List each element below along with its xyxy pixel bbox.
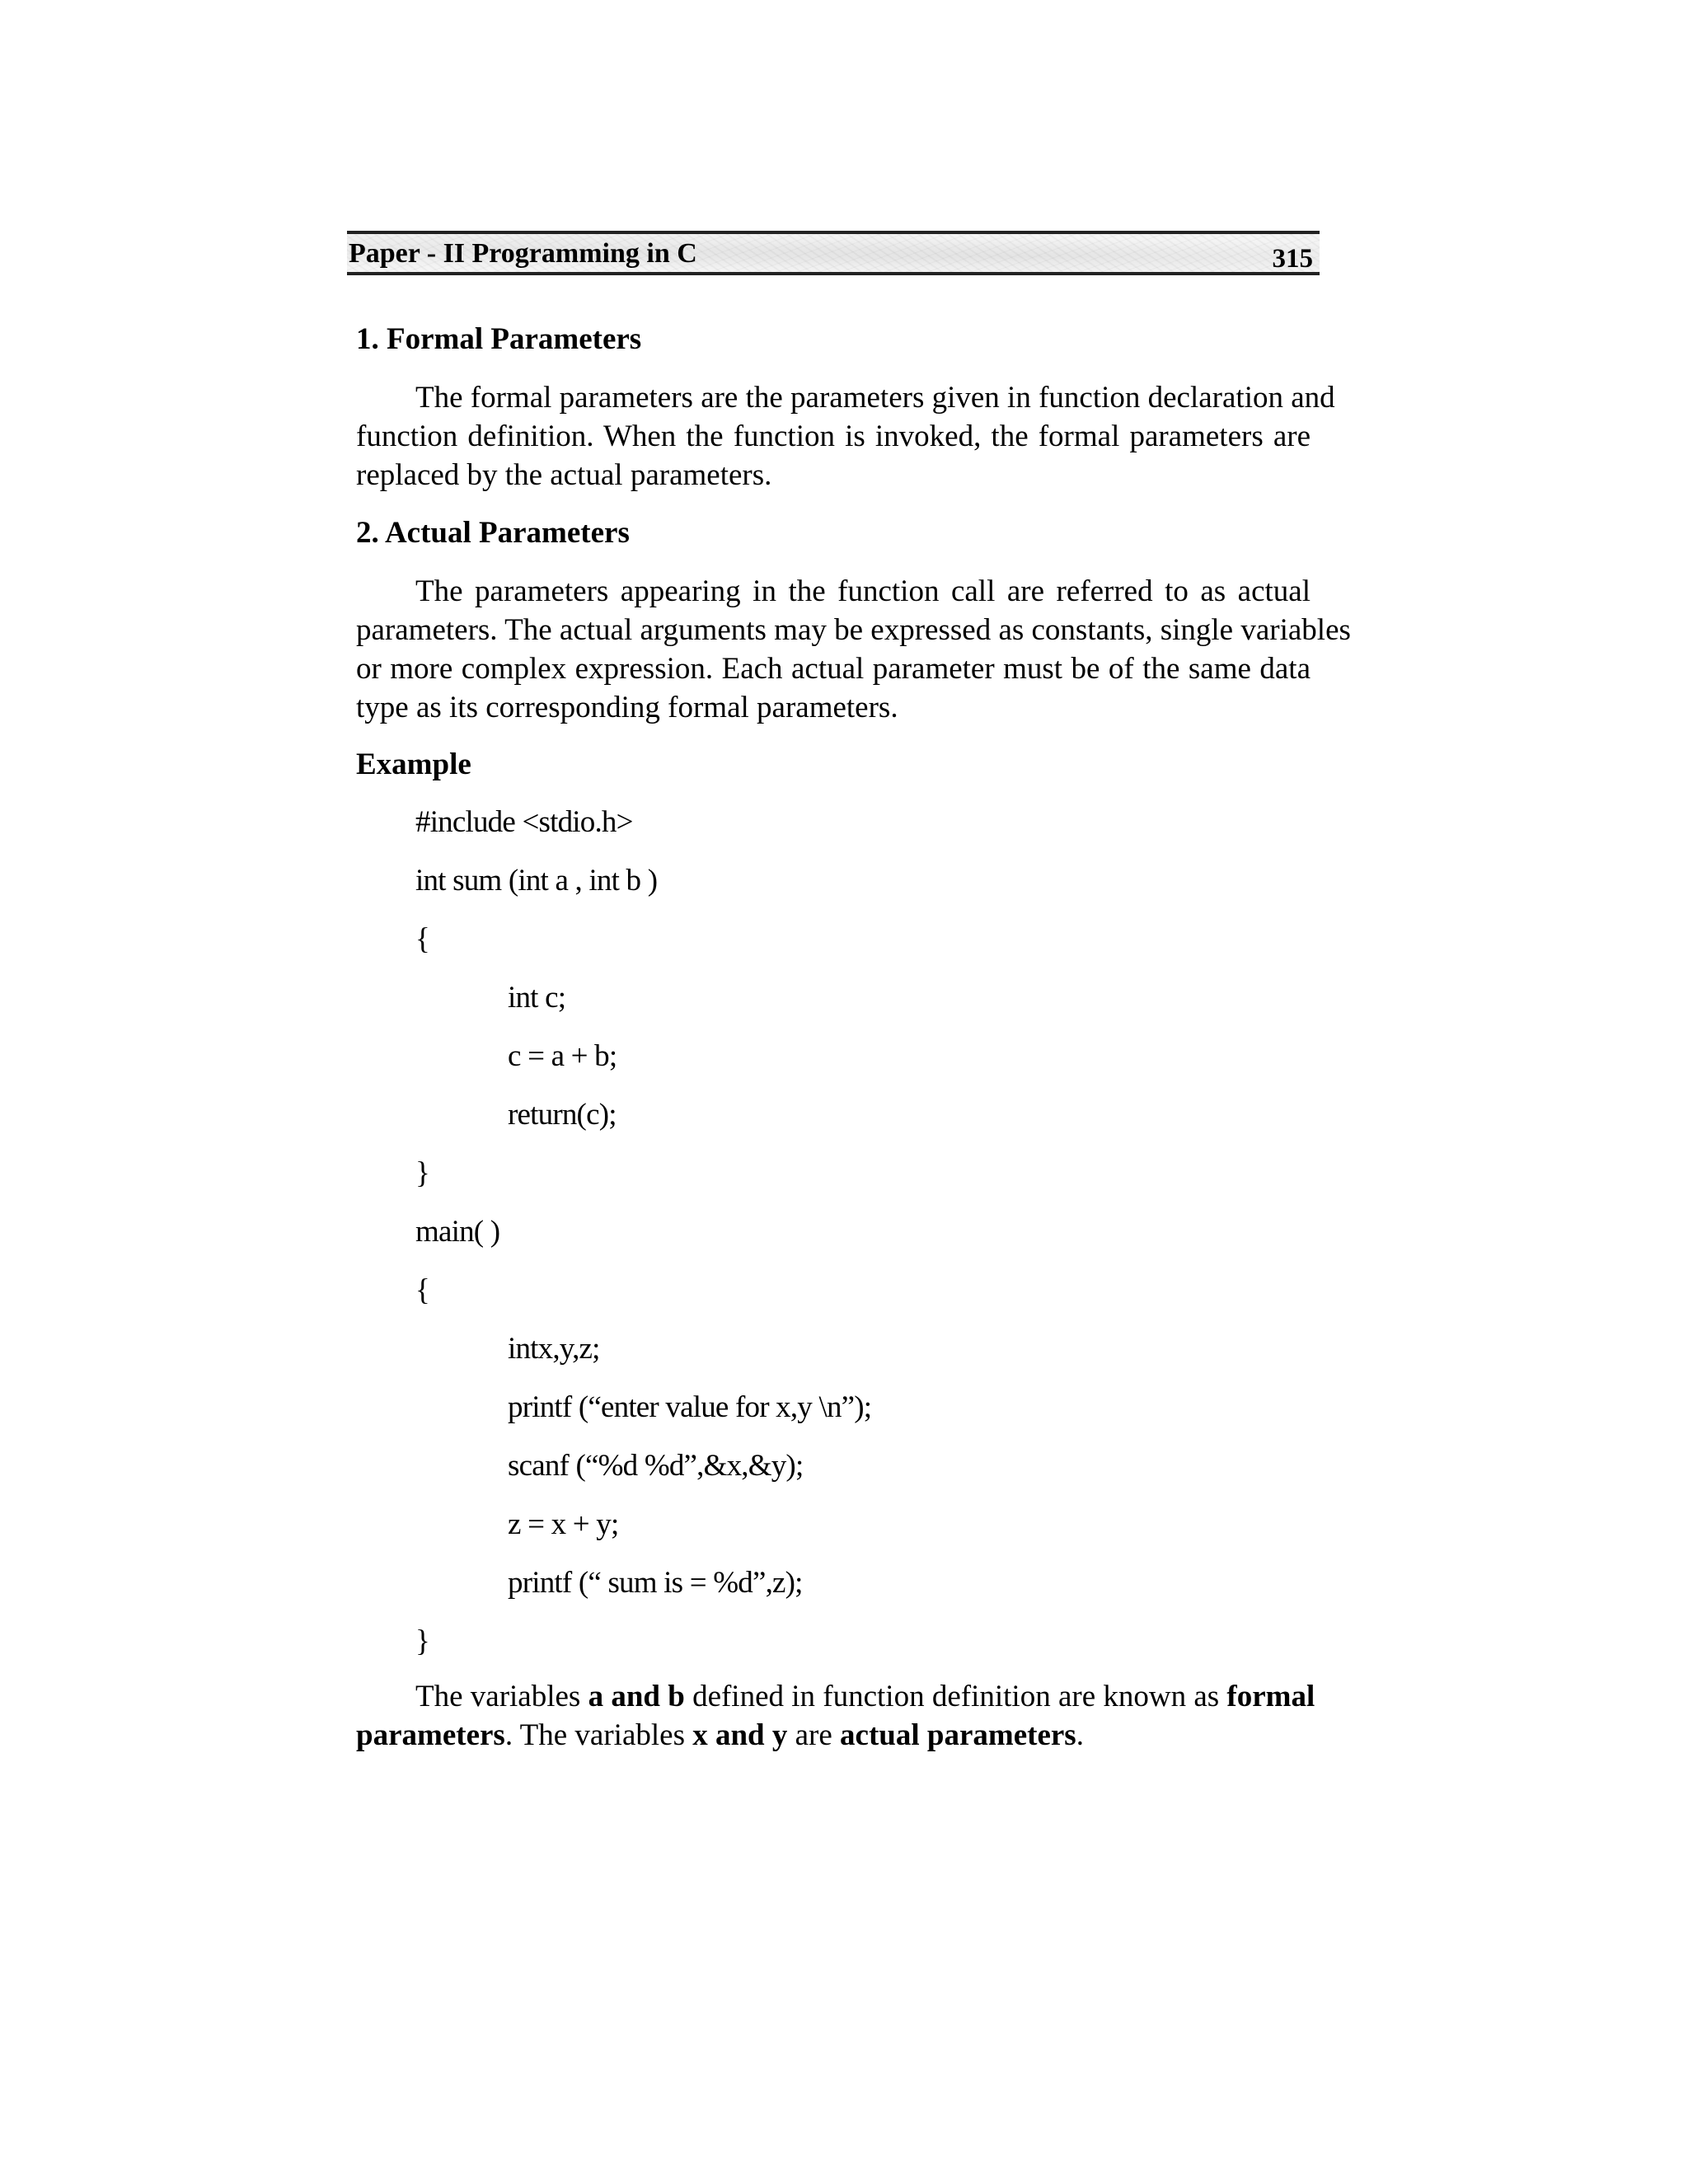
- bold-term: a and b: [588, 1680, 685, 1713]
- bold-term: formal: [1226, 1680, 1315, 1713]
- code-line: printf (“enter value for x,y \n”);: [508, 1390, 872, 1424]
- code-line: printf (“ sum is = %d”,z);: [508, 1566, 803, 1600]
- code-line: int sum (int a , int b ): [415, 864, 658, 898]
- heading-example: Example: [356, 748, 471, 781]
- paragraph-line: or more complex expression. Each actual parameter must be of the same data: [356, 652, 1311, 686]
- code-line: int c;: [508, 981, 566, 1015]
- paragraph-line: [356, 1716, 1311, 1755]
- code-line: }: [415, 1156, 429, 1190]
- code-line: intx,y,z;: [508, 1332, 600, 1366]
- running-header: [347, 231, 1320, 275]
- text-run: The variables: [415, 1680, 588, 1713]
- code-line: {: [415, 922, 429, 956]
- bold-term: x and y: [692, 1718, 788, 1752]
- heading-formal-parameters: 1. Formal Parameters: [356, 322, 642, 356]
- code-line: scanf (“%d %d”,&x,&y);: [508, 1449, 804, 1483]
- code-line: z = x + y;: [508, 1507, 619, 1541]
- paragraph-line: [356, 1677, 1315, 1716]
- code-line: #include <stdio.h>: [415, 805, 633, 839]
- bold-term: actual parameters: [840, 1718, 1076, 1752]
- paragraph-formal-parameters: [356, 378, 1335, 494]
- paragraph-line: The formal parameters are the parameters given in function declaration and: [415, 381, 1335, 415]
- page-number: 315: [1272, 244, 1313, 274]
- code-line: c = a + b;: [508, 1039, 617, 1073]
- code-line: {: [415, 1273, 429, 1307]
- paragraph-line: The parameters appearing in the function call are referred to as actual: [415, 574, 1311, 608]
- paragraph-actual-parameters: [356, 572, 1351, 727]
- code-line: }: [415, 1624, 429, 1658]
- header-title: Paper - II Programming in C: [349, 238, 697, 269]
- text-run: are: [787, 1718, 841, 1752]
- bold-term: parameters: [356, 1718, 505, 1752]
- paragraph-line: parameters. The actual arguments may be expressed as constants, single variables: [356, 613, 1351, 647]
- code-line: main( ): [415, 1215, 500, 1249]
- paragraph-closing: [356, 1677, 1315, 1755]
- paragraph-line: type as its corresponding formal parameters.: [356, 691, 898, 724]
- paragraph-line: replaced by the actual parameters.: [356, 458, 772, 492]
- text-run: defined in function definition are known as: [684, 1680, 1227, 1713]
- paragraph-line: function definition. When the function is invoked, the formal parameters are: [356, 419, 1311, 453]
- text-run: .: [1076, 1718, 1084, 1752]
- heading-actual-parameters: 2. Actual Parameters: [356, 516, 630, 550]
- text-run: . The variables: [504, 1718, 693, 1752]
- code-line: return(c);: [508, 1098, 617, 1132]
